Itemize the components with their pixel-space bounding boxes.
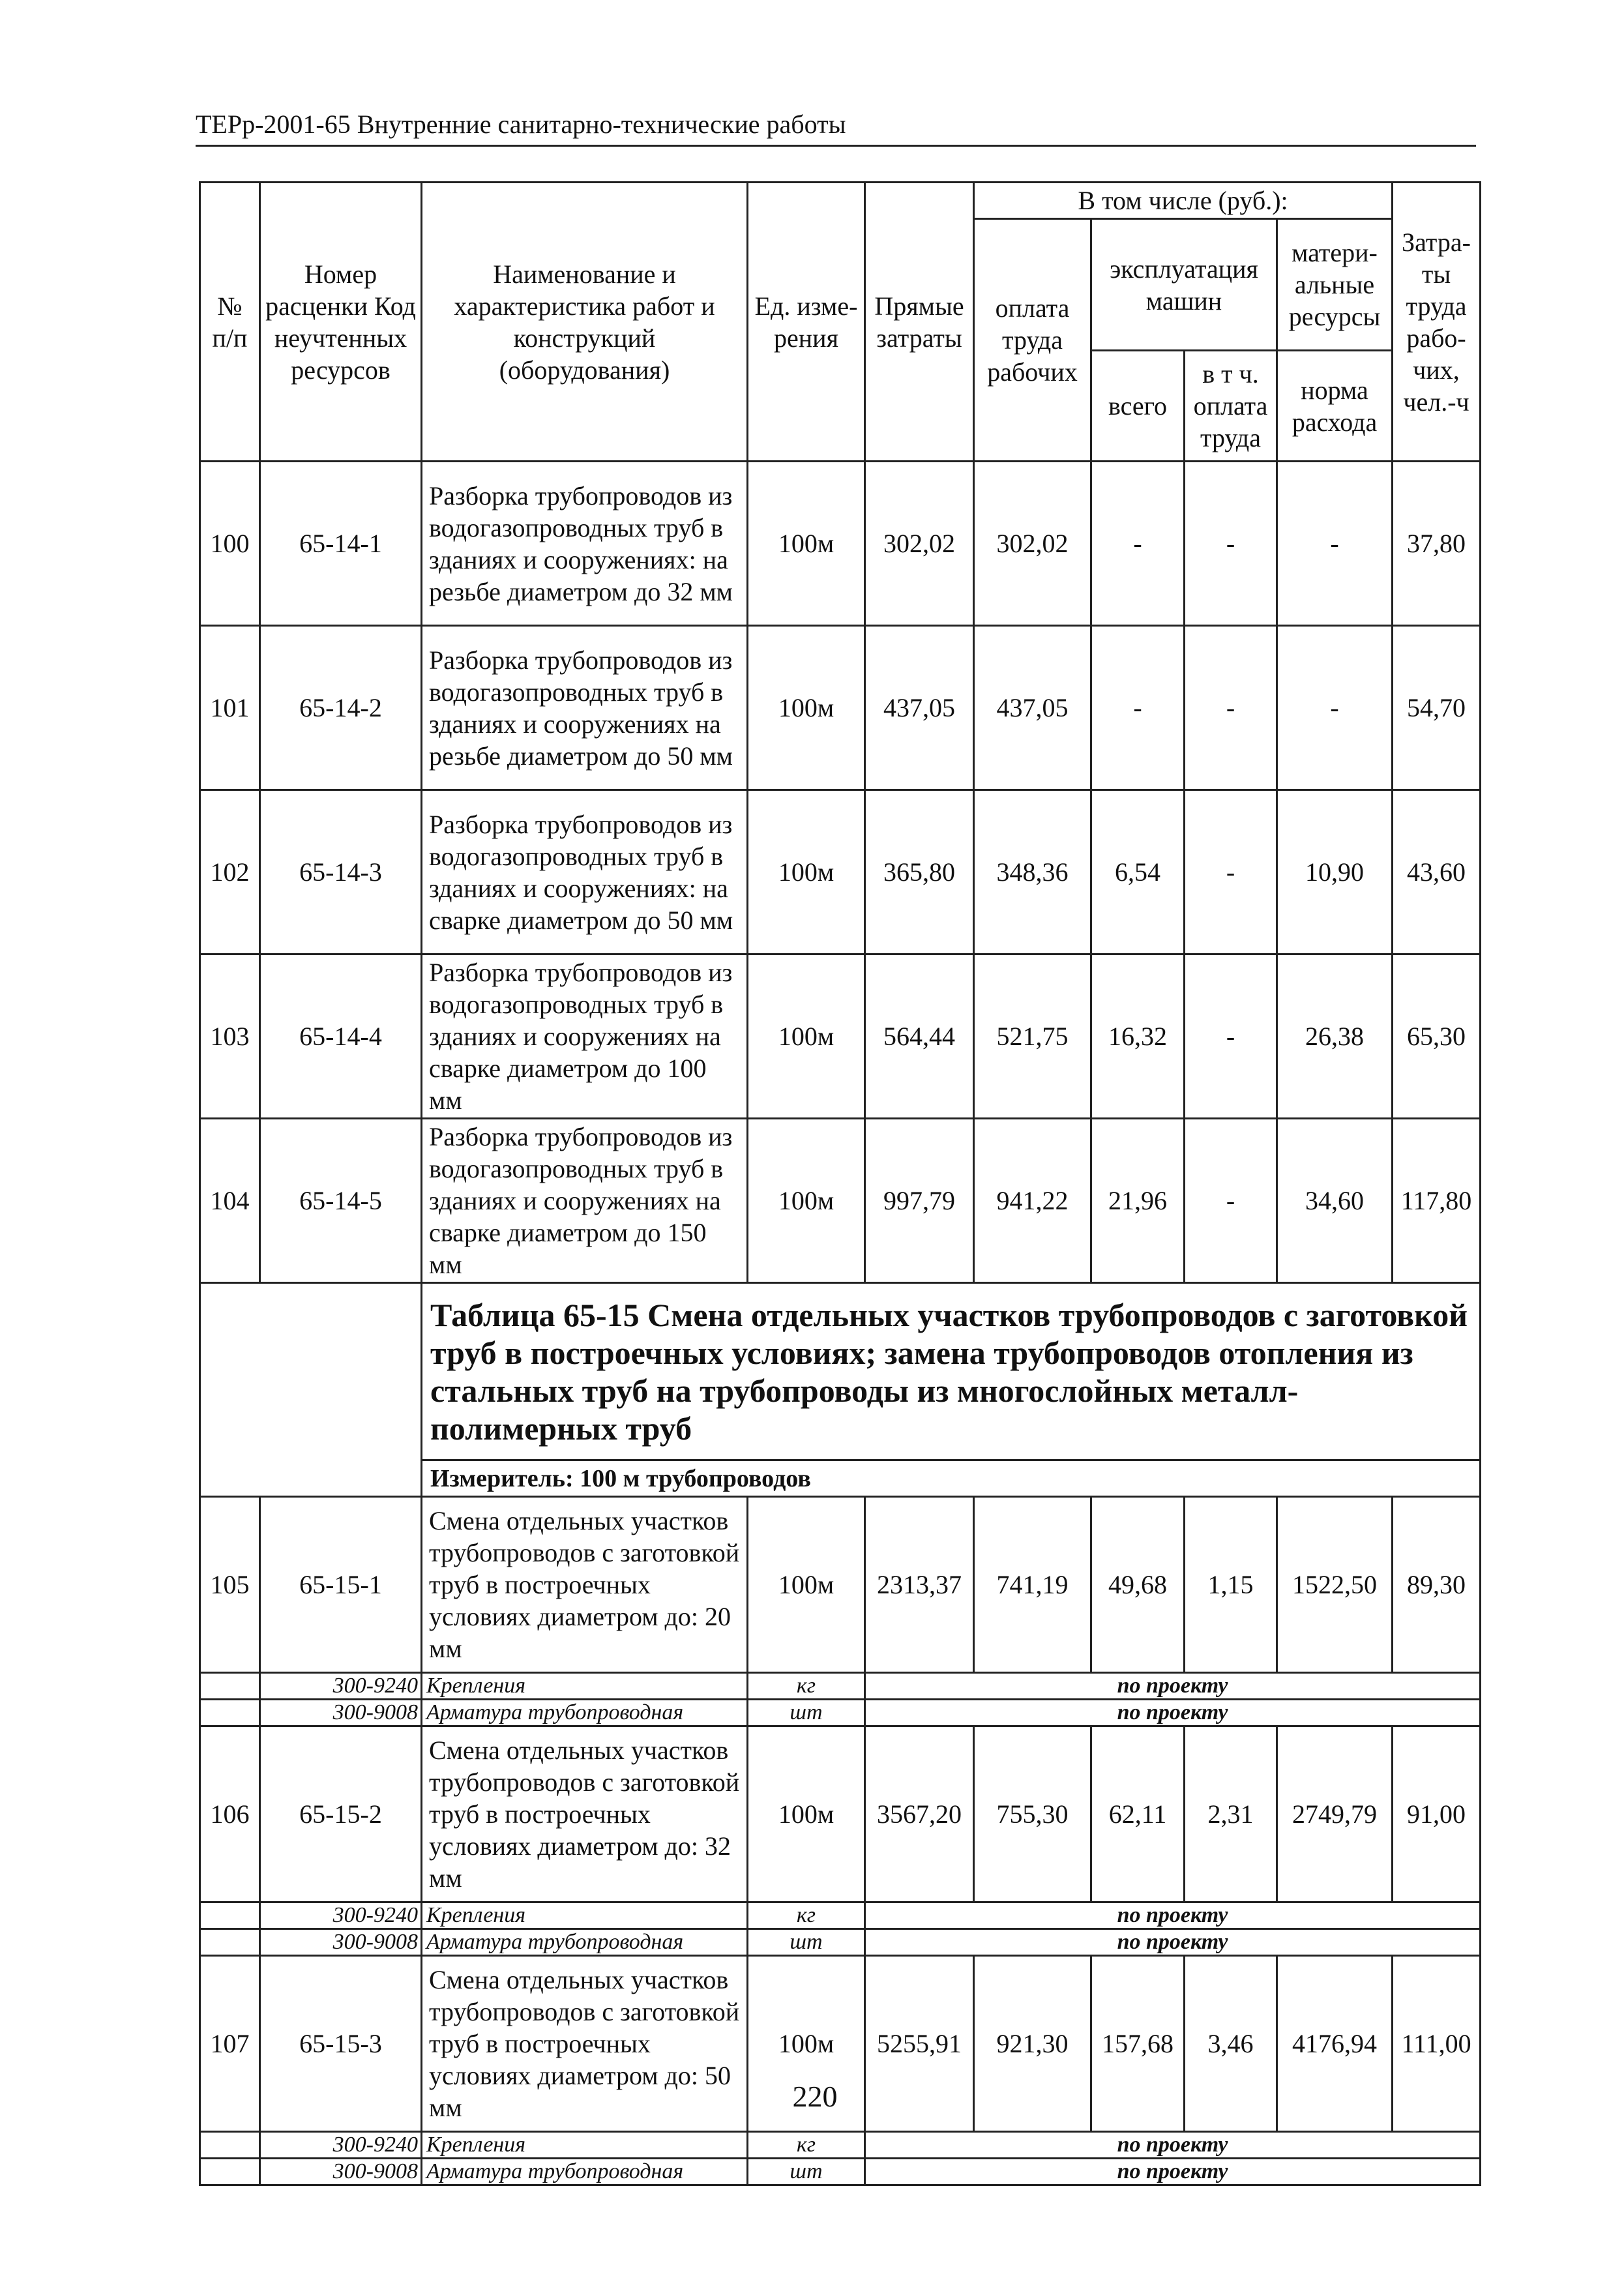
table-row [200, 1497, 1481, 1673]
resource-unit: кг [748, 2132, 865, 2159]
header-labor: Затра-ты труда рабо-чих, чел.-ч [1393, 183, 1481, 462]
resource-unit: шт [748, 1700, 865, 1726]
rate-code: 65-14-4 [260, 954, 422, 1119]
machines-wage: - [1185, 1119, 1277, 1283]
resource-row [200, 1902, 1481, 1929]
rate-code: 65-14-2 [260, 626, 422, 790]
work-name: Смена отдельных участков трубопроводов с заготовкой труб в построечных условиях диаметром до: 50 мм [422, 1956, 748, 2132]
machines-total: 157,68 [1091, 1956, 1185, 2132]
header-machines-wage: в т ч. оплата труда [1185, 351, 1277, 462]
rate-code: 65-14-3 [260, 790, 422, 954]
resource-note: по проекту [865, 1673, 1481, 1700]
resource-note: по проекту [865, 1929, 1481, 1956]
table-row [200, 462, 1481, 626]
materials: - [1277, 626, 1393, 790]
header-code: Номер расценки Код неучтенных ресурсов [260, 183, 422, 462]
row-number: 104 [200, 1119, 260, 1283]
header-machines-total: всего [1091, 351, 1185, 462]
table-row [200, 790, 1481, 954]
direct-costs: 437,05 [865, 626, 974, 790]
labor-cost: 117,80 [1393, 1119, 1481, 1283]
machines-wage: - [1185, 790, 1277, 954]
table-row [200, 1726, 1481, 1902]
resource-code: 300-9008 [260, 1929, 422, 1956]
section-title: Таблица 65-15 Смена отдельных участков трубопроводов с заготовкой труб в построечных условиях; замена трубопроводов отопления из стальных труб на трубопроводы из многослойных металл-полимерных труб [422, 1283, 1481, 1460]
header-including: В том числе (руб.): [974, 183, 1393, 219]
row-number: 100 [200, 462, 260, 626]
materials: 4176,94 [1277, 1956, 1393, 2132]
resource-row [200, 1673, 1481, 1700]
section-meter: Измеритель: 100 м трубопроводов [422, 1460, 1481, 1497]
wage: 437,05 [974, 626, 1091, 790]
unit: 100м [748, 1726, 865, 1902]
resource-name: Крепления [422, 2132, 748, 2159]
resource-code: 300-9240 [260, 1673, 422, 1700]
materials: 26,38 [1277, 954, 1393, 1119]
labor-cost: 89,30 [1393, 1497, 1481, 1673]
rate-code: 65-14-1 [260, 462, 422, 626]
resource-empty-cell [200, 1673, 260, 1700]
resource-name: Крепления [422, 1902, 748, 1929]
header-direct-costs: Прямые затраты [865, 183, 974, 462]
direct-costs: 997,79 [865, 1119, 974, 1283]
row-number: 106 [200, 1726, 260, 1902]
resource-empty-cell [200, 1700, 260, 1726]
direct-costs: 365,80 [865, 790, 974, 954]
machines-wage: 1,15 [1185, 1497, 1277, 1673]
resource-name: Арматура трубопроводная [422, 1700, 748, 1726]
machines-total: 21,96 [1091, 1119, 1185, 1283]
direct-costs: 564,44 [865, 954, 974, 1119]
resource-name: Арматура трубопроводная [422, 2159, 748, 2185]
row-number: 105 [200, 1497, 260, 1673]
machines-total: 6,54 [1091, 790, 1185, 954]
machines-total: 49,68 [1091, 1497, 1185, 1673]
resource-unit: кг [748, 1902, 865, 1929]
materials: 1522,50 [1277, 1497, 1393, 1673]
header-norm: норма расхода [1277, 351, 1393, 462]
machines-total: 16,32 [1091, 954, 1185, 1119]
wage: 941,22 [974, 1119, 1091, 1283]
machines-total: - [1091, 626, 1185, 790]
header-name: Наименование и характеристика работ и конструкций (оборудования) [422, 183, 748, 462]
resource-empty-cell [200, 2159, 260, 2185]
header-wage: оплата труда рабочих [974, 219, 1091, 462]
work-name: Разборка трубопроводов из водогазопроводных труб в зданиях и сооружениях: на сварке диаметром до 50 мм [422, 790, 748, 954]
header-unit: Ед. изме-рения [748, 183, 865, 462]
resource-note: по проекту [865, 1902, 1481, 1929]
resource-unit: шт [748, 2159, 865, 2185]
resource-row [200, 1700, 1481, 1726]
resource-code: 300-9240 [260, 1902, 422, 1929]
page-number: 220 [792, 2080, 838, 2113]
machines-wage: - [1185, 954, 1277, 1119]
wage: 921,30 [974, 1956, 1091, 2132]
row-number: 102 [200, 790, 260, 954]
table-row [200, 626, 1481, 790]
machines-wage: 2,31 [1185, 1726, 1277, 1902]
work-name: Смена отдельных участков трубопроводов с заготовкой труб в построечных условиях диаметром до: 32 мм [422, 1726, 748, 1902]
unit: 100м [748, 790, 865, 954]
wage: 741,19 [974, 1497, 1091, 1673]
work-name: Смена отдельных участков трубопроводов с заготовкой труб в построечных условиях диаметром до: 20 мм [422, 1497, 748, 1673]
resource-code: 300-9008 [260, 1700, 422, 1726]
work-name: Разборка трубопроводов из водогазопроводных труб в зданиях и сооружениях на сварке диаметром до 150 мм [422, 1119, 748, 1283]
header-materials: матери-альные ресурсы [1277, 219, 1393, 351]
resource-unit: шт [748, 1929, 865, 1956]
labor-cost: 65,30 [1393, 954, 1481, 1119]
rate-code: 65-15-2 [260, 1726, 422, 1902]
row-number: 103 [200, 954, 260, 1119]
direct-costs: 5255,91 [865, 1956, 974, 2132]
resource-empty-cell [200, 1902, 260, 1929]
direct-costs: 302,02 [865, 462, 974, 626]
machines-total: 62,11 [1091, 1726, 1185, 1902]
resource-code: 300-9008 [260, 2159, 422, 2185]
work-name: Разборка трубопроводов из водогазопроводных труб в зданиях и сооружениях: на резьбе диаметром до 32 мм [422, 462, 748, 626]
direct-costs: 3567,20 [865, 1726, 974, 1902]
row-number: 101 [200, 626, 260, 790]
section-spacer-cell [200, 1283, 422, 1497]
unit: 100м [748, 1119, 865, 1283]
labor-cost: 111,00 [1393, 1956, 1481, 2132]
labor-cost: 54,70 [1393, 626, 1481, 790]
rate-code: 65-15-1 [260, 1497, 422, 1673]
resource-row [200, 1929, 1481, 1956]
resource-code: 300-9240 [260, 2132, 422, 2159]
direct-costs: 2313,37 [865, 1497, 974, 1673]
rates-table [199, 181, 1481, 2186]
row-number: 107 [200, 1956, 260, 2132]
wage: 755,30 [974, 1726, 1091, 1902]
resource-empty-cell [200, 1929, 260, 1956]
materials: 2749,79 [1277, 1726, 1393, 1902]
machines-wage: - [1185, 626, 1277, 790]
materials: 34,60 [1277, 1119, 1393, 1283]
resource-empty-cell [200, 2132, 260, 2159]
labor-cost: 43,60 [1393, 790, 1481, 954]
rate-code: 65-14-5 [260, 1119, 422, 1283]
wage: 348,36 [974, 790, 1091, 954]
unit: 100м [748, 462, 865, 626]
table-row [200, 1119, 1481, 1283]
labor-cost: 37,80 [1393, 462, 1481, 626]
resource-name: Крепления [422, 1673, 748, 1700]
page-header: ТЕРр-2001-65 Внутренние санитарно-технические работы [196, 108, 1476, 147]
machines-wage: - [1185, 462, 1277, 626]
unit: 100м [748, 954, 865, 1119]
machines-wage: 3,46 [1185, 1956, 1277, 2132]
resource-unit: кг [748, 1673, 865, 1700]
resource-name: Арматура трубопроводная [422, 1929, 748, 1956]
resource-note: по проекту [865, 1700, 1481, 1726]
materials: 10,90 [1277, 790, 1393, 954]
unit: 100м [748, 1497, 865, 1673]
resource-note: по проекту [865, 2159, 1481, 2185]
table-row [200, 954, 1481, 1119]
materials: - [1277, 462, 1393, 626]
work-name: Разборка трубопроводов из водогазопроводных труб в зданиях и сооружениях на сварке диаметром до 100 мм [422, 954, 748, 1119]
resource-row [200, 2132, 1481, 2159]
header-machines: эксплуатация машин [1091, 219, 1277, 351]
labor-cost: 91,00 [1393, 1726, 1481, 1902]
unit: 100м [748, 1956, 865, 2132]
header-num: № п/п [200, 183, 260, 462]
section-title-row [200, 1283, 1481, 1460]
machines-total: - [1091, 462, 1185, 626]
resource-note: по проекту [865, 2132, 1481, 2159]
wage: 302,02 [974, 462, 1091, 626]
wage: 521,75 [974, 954, 1091, 1119]
unit: 100м [748, 626, 865, 790]
resource-row [200, 2159, 1481, 2185]
rate-code: 65-15-3 [260, 1956, 422, 2132]
work-name: Разборка трубопроводов из водогазопроводных труб в зданиях и сооружениях на резьбе диаметром до 50 мм [422, 626, 748, 790]
